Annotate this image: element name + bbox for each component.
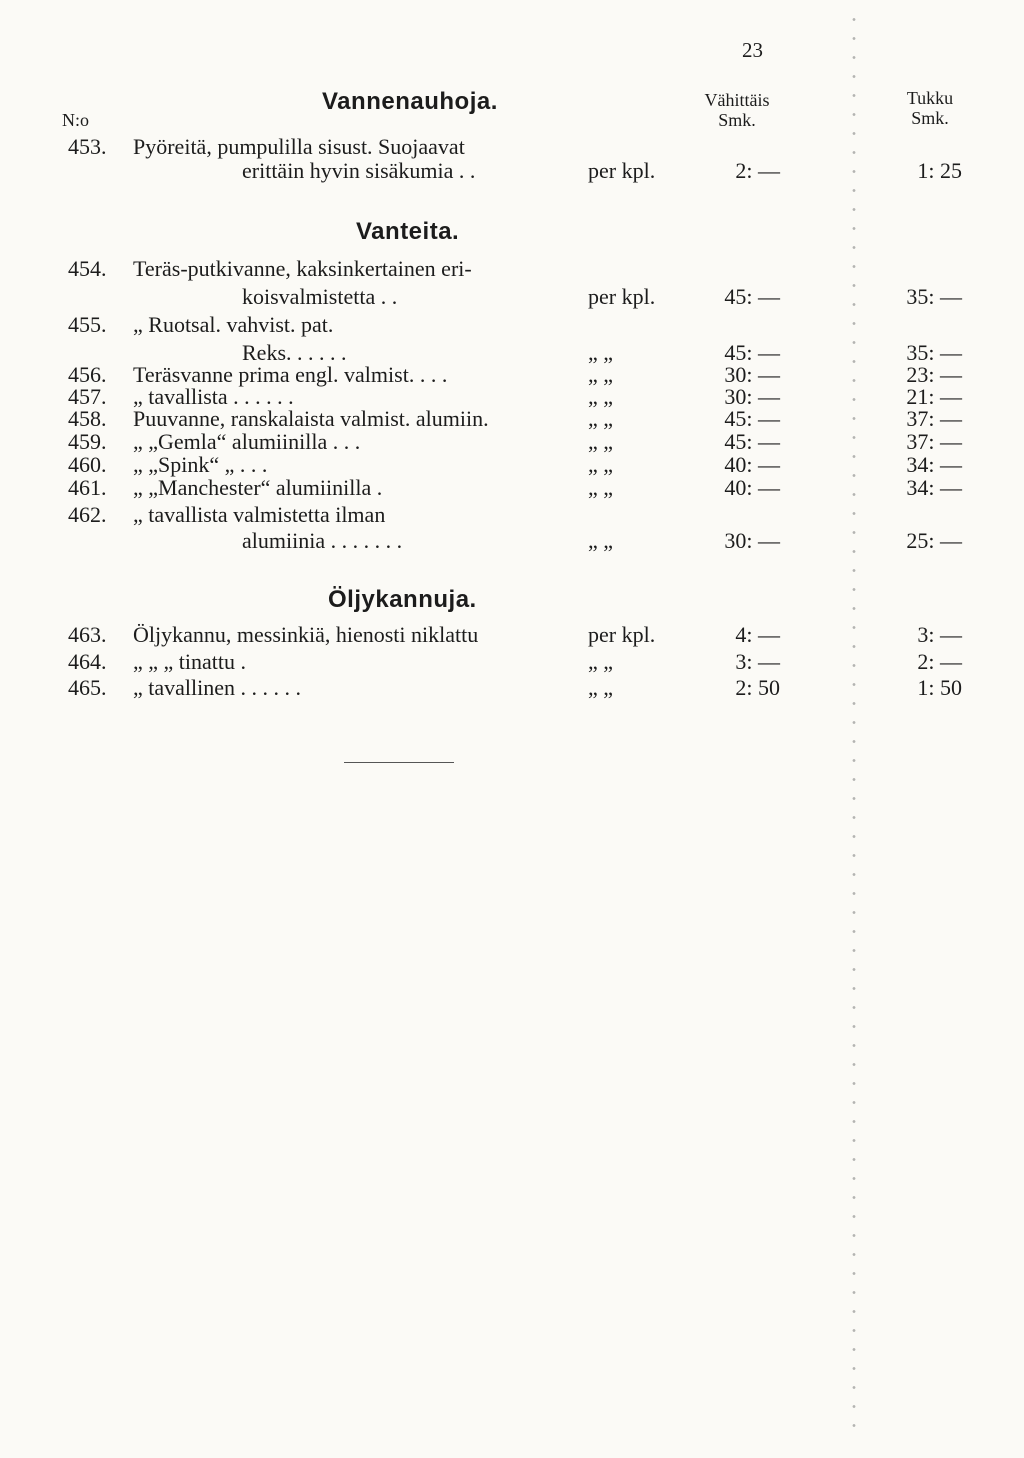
- item-description: „ „Spink“ „ . . .: [133, 452, 268, 477]
- wholesale-price: 25: —: [906, 528, 962, 553]
- table-row: [0, 256, 1024, 286]
- item-number: 462.: [68, 502, 107, 527]
- retail-price: 2: 50: [735, 675, 780, 700]
- item-unit: per kpl.: [588, 622, 656, 647]
- retail-price: 45: —: [724, 284, 780, 309]
- end-rule: [344, 762, 454, 763]
- item-number: 457.: [68, 384, 107, 409]
- table-row: [0, 528, 1024, 558]
- wholesale-price: 34: —: [906, 475, 962, 500]
- wholesale-price: 37: —: [906, 406, 962, 431]
- retail-price: 30: —: [724, 384, 780, 409]
- item-description: „ „ „ tinattu .: [133, 649, 247, 674]
- item-number: 463.: [68, 622, 107, 647]
- wholesale-price: 23: —: [906, 362, 962, 387]
- item-unit: „ „: [588, 384, 614, 409]
- wholesale-price: 21: —: [906, 384, 962, 409]
- wholesale-price: 37: —: [906, 429, 962, 454]
- item-description: „ Ruotsal. vahvist. pat.: [133, 312, 334, 337]
- item-number: 456.: [68, 362, 107, 387]
- item-number: 455.: [68, 312, 107, 337]
- wholesale-price: 35: —: [906, 340, 962, 365]
- wholesale-price: 3: —: [917, 622, 962, 647]
- section-title-vanteita: Vanteita.: [356, 218, 460, 245]
- item-description: Reks. . . . . .: [242, 340, 347, 365]
- retail-price: 3: —: [735, 649, 780, 674]
- item-unit: „ „: [588, 649, 614, 674]
- item-unit: „ „: [588, 429, 614, 454]
- item-description: „ tavallinen . . . . . .: [133, 675, 302, 700]
- retail-price: 45: —: [724, 406, 780, 431]
- item-unit: per kpl.: [588, 158, 656, 183]
- item-unit: „ „: [588, 475, 614, 500]
- item-unit: „ „: [588, 406, 614, 431]
- item-number: 465.: [68, 675, 107, 700]
- item-unit: per kpl.: [588, 284, 656, 309]
- item-description: „ „Manchester“ alumiinilla .: [133, 475, 383, 500]
- item-unit: „ „: [588, 340, 614, 365]
- item-number: 454.: [68, 256, 107, 281]
- retail-price: 45: —: [724, 429, 780, 454]
- page-edge-perforation: [848, 10, 860, 1440]
- table-row: [0, 158, 1024, 188]
- table-row: [0, 284, 1024, 314]
- item-unit: „ „: [588, 528, 614, 553]
- retail-price: 30: —: [724, 362, 780, 387]
- item-number: 453.: [68, 134, 107, 159]
- item-description: Puuvanne, ranskalaista valmist. alumiin.: [133, 406, 489, 431]
- item-description: Teräsvanne prima engl. valmist. . . .: [133, 362, 448, 387]
- wholesale-column-header: [880, 88, 980, 128]
- wholesale-price: 35: —: [906, 284, 962, 309]
- item-description: Öljykannu, messinkiä, hienosti niklattu: [133, 622, 479, 647]
- table-row: [0, 675, 1024, 705]
- item-unit: „ „: [588, 362, 614, 387]
- wholesale-header-line2: Smk.: [911, 108, 949, 128]
- item-number: 460.: [68, 452, 107, 477]
- item-description: alumiinia . . . . . . .: [242, 528, 403, 553]
- retail-price: 40: —: [724, 452, 780, 477]
- item-unit: „ „: [588, 675, 614, 700]
- item-unit: „ „: [588, 452, 614, 477]
- retail-header-line1: Vähittäis: [704, 90, 770, 110]
- wholesale-header-line1: Tukku: [906, 88, 954, 108]
- item-description: Teräs-putkivanne, kaksinkertainen eri-: [133, 256, 472, 281]
- retail-price: 40: —: [724, 475, 780, 500]
- section-title-vannenauhoja: Vannenauhoja.: [322, 88, 498, 115]
- item-description: „ „Gemla“ alumiinilla . . .: [133, 429, 361, 454]
- wholesale-price: 2: —: [917, 649, 962, 674]
- item-description: „ tavallista . . . . . .: [133, 384, 294, 409]
- item-description: erittäin hyvin sisäkumia . .: [242, 158, 476, 183]
- table-row: [0, 312, 1024, 342]
- item-description: Pyöreitä, pumpulilla sisust. Suojaavat: [133, 134, 465, 159]
- wholesale-price: 1: 25: [917, 158, 962, 183]
- item-description: „ tavallista valmistetta ilman: [133, 502, 386, 527]
- page-number: 23: [742, 38, 763, 62]
- retail-price: 2: —: [735, 158, 780, 183]
- item-description: koisvalmistetta . .: [242, 284, 398, 309]
- number-column-header: N:o: [62, 110, 89, 130]
- table-row: [0, 622, 1024, 652]
- item-number: 461.: [68, 475, 107, 500]
- retail-price: 4: —: [735, 622, 780, 647]
- retail-column-header: [682, 90, 792, 130]
- item-number: 458.: [68, 406, 107, 431]
- wholesale-price: 34: —: [906, 452, 962, 477]
- item-number: 459.: [68, 429, 107, 454]
- retail-price: 30: —: [724, 528, 780, 553]
- table-row: [0, 475, 1024, 505]
- retail-header-line2: Smk.: [718, 110, 756, 130]
- section-title-oljykannuja: Öljykannuja.: [328, 586, 477, 613]
- retail-price: 45: —: [724, 340, 780, 365]
- item-number: 464.: [68, 649, 107, 674]
- wholesale-price: 1: 50: [917, 675, 962, 700]
